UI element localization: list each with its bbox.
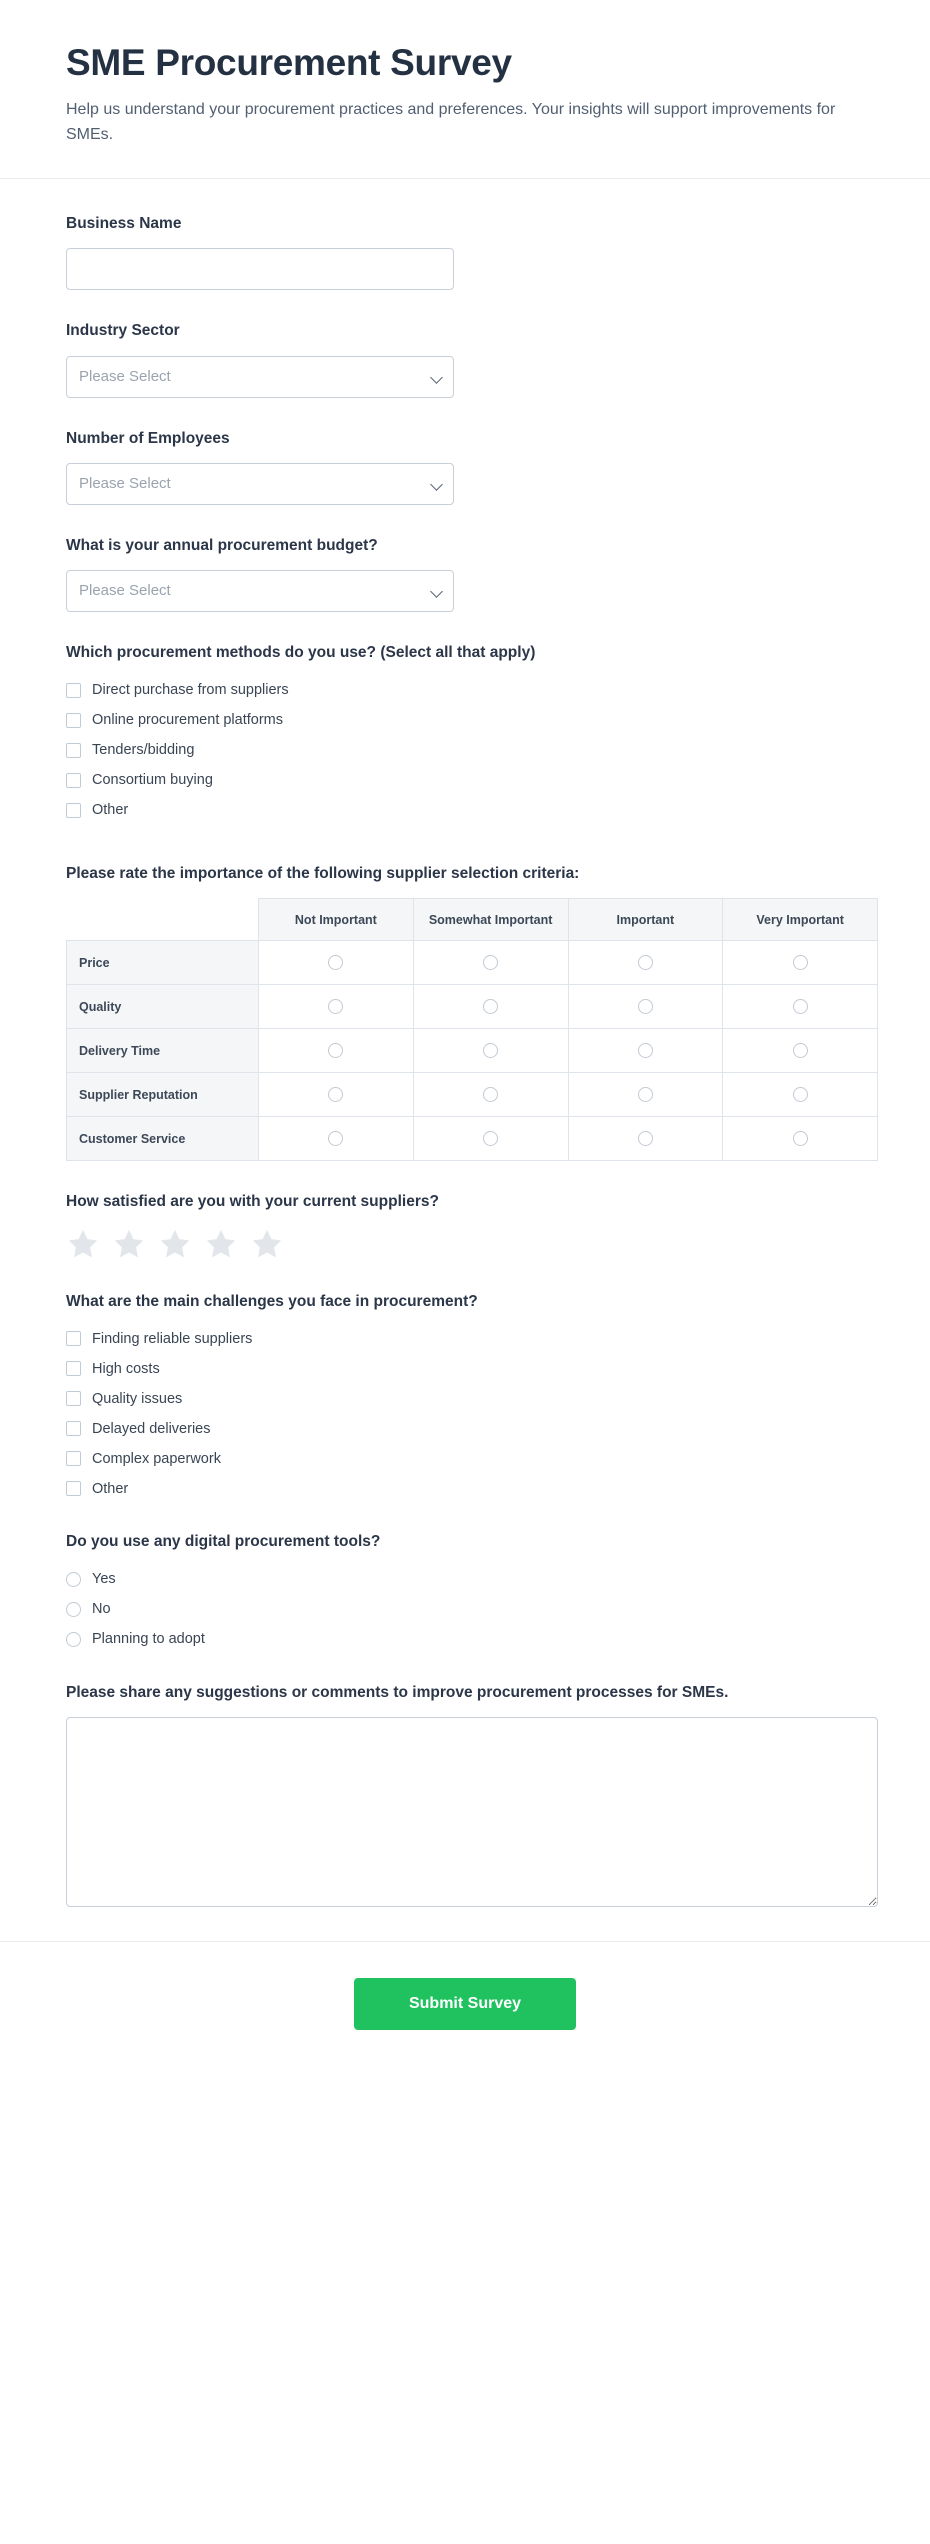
matrix-column-header: Important bbox=[568, 899, 723, 941]
option-label: Planning to adopt bbox=[92, 1631, 205, 1648]
checkbox-option[interactable] bbox=[66, 798, 864, 823]
star-icon[interactable] bbox=[66, 1227, 100, 1261]
form-body bbox=[0, 179, 930, 1908]
digital-tools-label: Do you use any digital procurement tools? bbox=[66, 1533, 381, 1551]
challenges-label: What are the main challenges you face in procurement? bbox=[66, 1292, 478, 1310]
radio-icon[interactable] bbox=[638, 999, 653, 1014]
star-icon[interactable] bbox=[158, 1227, 192, 1261]
radio-icon[interactable] bbox=[66, 1572, 81, 1587]
matrix-column-header: Not Important bbox=[259, 899, 414, 941]
matrix-cell[interactable] bbox=[723, 985, 878, 1029]
radio-icon[interactable] bbox=[638, 955, 653, 970]
matrix-cell[interactable] bbox=[568, 1073, 723, 1117]
star-rating[interactable] bbox=[66, 1227, 864, 1261]
table-row bbox=[67, 1073, 878, 1117]
radio-icon[interactable] bbox=[483, 999, 498, 1014]
star-icon[interactable] bbox=[112, 1227, 146, 1261]
table-row bbox=[67, 941, 878, 985]
option-label: Other bbox=[92, 802, 129, 819]
radio-icon[interactable] bbox=[793, 1131, 808, 1146]
matrix-cell[interactable] bbox=[723, 941, 878, 985]
radio-icon[interactable] bbox=[328, 999, 343, 1014]
page-title: SME Procurement Survey bbox=[66, 42, 512, 83]
radio-icon[interactable] bbox=[66, 1632, 81, 1647]
checkbox-icon[interactable] bbox=[66, 743, 81, 758]
matrix-corner-cell bbox=[67, 899, 259, 941]
checkbox-icon[interactable] bbox=[66, 1331, 81, 1346]
procurement-budget-label: What is your annual procurement budget? bbox=[66, 537, 378, 554]
checkbox-icon[interactable] bbox=[66, 803, 81, 818]
matrix-header-row bbox=[67, 899, 878, 941]
satisfaction-label: How satisfied are you with your current suppliers? bbox=[66, 1193, 439, 1211]
option-label: Other bbox=[92, 1480, 129, 1497]
checkbox-icon[interactable] bbox=[66, 1391, 81, 1406]
field-suggestions bbox=[66, 1682, 864, 1907]
star-icon[interactable] bbox=[204, 1227, 238, 1261]
matrix-row-header: Supplier Reputation bbox=[67, 1073, 259, 1117]
form-header bbox=[0, 0, 930, 179]
number-of-employees-select[interactable]: Please Select bbox=[66, 463, 454, 505]
matrix-column-header: Very Important bbox=[723, 899, 878, 941]
option-label: Quality issues bbox=[92, 1390, 183, 1407]
checkbox-icon[interactable] bbox=[66, 1451, 81, 1466]
matrix-cell[interactable] bbox=[723, 1073, 878, 1117]
matrix-cell[interactable] bbox=[568, 1117, 723, 1161]
checkbox-option[interactable] bbox=[66, 738, 864, 763]
matrix-cell[interactable] bbox=[723, 1029, 878, 1073]
star-icon[interactable] bbox=[250, 1227, 284, 1261]
form-footer bbox=[0, 1941, 930, 2076]
radio-icon[interactable] bbox=[638, 1131, 653, 1146]
checkbox-option[interactable] bbox=[66, 1476, 864, 1501]
radio-icon[interactable] bbox=[66, 1602, 81, 1617]
field-number-of-employees bbox=[66, 428, 864, 505]
matrix-cell[interactable] bbox=[723, 1117, 878, 1161]
option-label: Tenders/bidding bbox=[92, 742, 195, 759]
radio-icon[interactable] bbox=[483, 1043, 498, 1058]
radio-option[interactable] bbox=[66, 1597, 864, 1622]
procurement-budget-select[interactable]: Please Select bbox=[66, 570, 454, 612]
radio-icon[interactable] bbox=[483, 955, 498, 970]
radio-icon[interactable] bbox=[793, 999, 808, 1014]
checkbox-option[interactable] bbox=[66, 768, 864, 793]
radio-icon[interactable] bbox=[328, 1087, 343, 1102]
radio-icon[interactable] bbox=[483, 1131, 498, 1146]
criteria-matrix-table bbox=[66, 898, 878, 1161]
matrix-cell[interactable] bbox=[568, 1029, 723, 1073]
table-row bbox=[67, 1029, 878, 1073]
number-of-employees-select-wrap bbox=[66, 463, 454, 505]
radio-icon[interactable] bbox=[793, 1043, 808, 1058]
radio-icon[interactable] bbox=[328, 955, 343, 970]
field-business-name bbox=[66, 213, 864, 290]
radio-icon[interactable] bbox=[793, 955, 808, 970]
radio-icon[interactable] bbox=[483, 1087, 498, 1102]
matrix-cell[interactable] bbox=[259, 941, 414, 985]
field-industry-sector bbox=[66, 320, 864, 397]
criteria-matrix-label: Please rate the importance of the following supplier selection criteria: bbox=[66, 864, 580, 882]
checkbox-icon[interactable] bbox=[66, 1361, 81, 1376]
radio-option[interactable] bbox=[66, 1567, 864, 1592]
option-label: Yes bbox=[92, 1571, 116, 1588]
checkbox-icon[interactable] bbox=[66, 1421, 81, 1436]
matrix-cell[interactable] bbox=[413, 941, 568, 985]
procurement-methods-label: Which procurement methods do you use? (Select all that apply) bbox=[66, 644, 536, 662]
option-label: Finding reliable suppliers bbox=[92, 1330, 253, 1347]
field-criteria-matrix bbox=[66, 863, 864, 1161]
matrix-column-header: Somewhat Important bbox=[413, 899, 568, 941]
procurement-budget-select-wrap bbox=[66, 570, 454, 612]
checkbox-option[interactable] bbox=[66, 678, 864, 703]
option-label: No bbox=[92, 1601, 111, 1618]
matrix-row-header: Delivery Time bbox=[67, 1029, 259, 1073]
option-label: Complex paperwork bbox=[92, 1450, 221, 1467]
industry-sector-select-wrap bbox=[66, 356, 454, 398]
checkbox-option[interactable] bbox=[66, 1356, 864, 1381]
radio-icon[interactable] bbox=[793, 1087, 808, 1102]
submit-button[interactable]: Submit Survey bbox=[354, 1978, 576, 2030]
checkbox-option[interactable] bbox=[66, 1446, 864, 1471]
option-label: Delayed deliveries bbox=[92, 1420, 211, 1437]
radio-icon[interactable] bbox=[638, 1087, 653, 1102]
option-label: Direct purchase from suppliers bbox=[92, 682, 289, 699]
radio-option[interactable] bbox=[66, 1627, 864, 1652]
challenges-options bbox=[66, 1326, 864, 1501]
checkbox-option[interactable] bbox=[66, 708, 864, 733]
matrix-cell[interactable] bbox=[568, 985, 723, 1029]
checkbox-option[interactable] bbox=[66, 1386, 864, 1411]
business-name-input[interactable] bbox=[66, 248, 454, 290]
matrix-cell[interactable] bbox=[568, 941, 723, 985]
industry-sector-label: Industry Sector bbox=[66, 322, 180, 340]
checkbox-icon[interactable] bbox=[66, 773, 81, 788]
table-row bbox=[67, 985, 878, 1029]
field-digital-tools bbox=[66, 1531, 864, 1651]
field-procurement-methods bbox=[66, 642, 864, 822]
number-of-employees-label: Number of Employees bbox=[66, 429, 230, 447]
suggestions-label: Please share any suggestions or comments to improve procurement processes for SMEs. bbox=[66, 1683, 729, 1701]
radio-icon[interactable] bbox=[328, 1131, 343, 1146]
option-label: High costs bbox=[92, 1360, 160, 1377]
field-challenges bbox=[66, 1291, 864, 1501]
matrix-cell[interactable] bbox=[413, 1073, 568, 1117]
table-row bbox=[67, 1117, 878, 1161]
matrix-row-header: Price bbox=[67, 941, 259, 985]
checkbox-icon[interactable] bbox=[66, 1481, 81, 1496]
option-label: Consortium buying bbox=[92, 772, 213, 789]
checkbox-option[interactable] bbox=[66, 1416, 864, 1441]
industry-sector-select[interactable]: Please Select bbox=[66, 356, 454, 398]
business-name-label: Business Name bbox=[66, 214, 182, 232]
radio-icon[interactable] bbox=[328, 1043, 343, 1058]
matrix-row-header: Customer Service bbox=[67, 1117, 259, 1161]
radio-icon[interactable] bbox=[638, 1043, 653, 1058]
matrix-cell[interactable] bbox=[259, 1117, 414, 1161]
procurement-methods-options bbox=[66, 678, 864, 823]
page-description: Help us understand your procurement practices and preferences. Your insights will support improvements for SMEs. bbox=[66, 101, 836, 143]
checkbox-icon[interactable] bbox=[66, 713, 81, 728]
matrix-cell[interactable] bbox=[259, 1073, 414, 1117]
digital-tools-options bbox=[66, 1567, 864, 1652]
checkbox-icon[interactable] bbox=[66, 683, 81, 698]
matrix-cell[interactable] bbox=[413, 1117, 568, 1161]
field-procurement-budget bbox=[66, 535, 864, 612]
suggestions-textarea[interactable] bbox=[66, 1717, 878, 1907]
matrix-cell[interactable] bbox=[259, 1029, 414, 1073]
field-satisfaction bbox=[66, 1191, 864, 1260]
matrix-cell[interactable] bbox=[413, 985, 568, 1029]
matrix-row-header: Quality bbox=[67, 985, 259, 1029]
checkbox-option[interactable] bbox=[66, 1326, 864, 1351]
option-label: Online procurement platforms bbox=[92, 712, 283, 729]
matrix-cell[interactable] bbox=[413, 1029, 568, 1073]
matrix-cell[interactable] bbox=[259, 985, 414, 1029]
